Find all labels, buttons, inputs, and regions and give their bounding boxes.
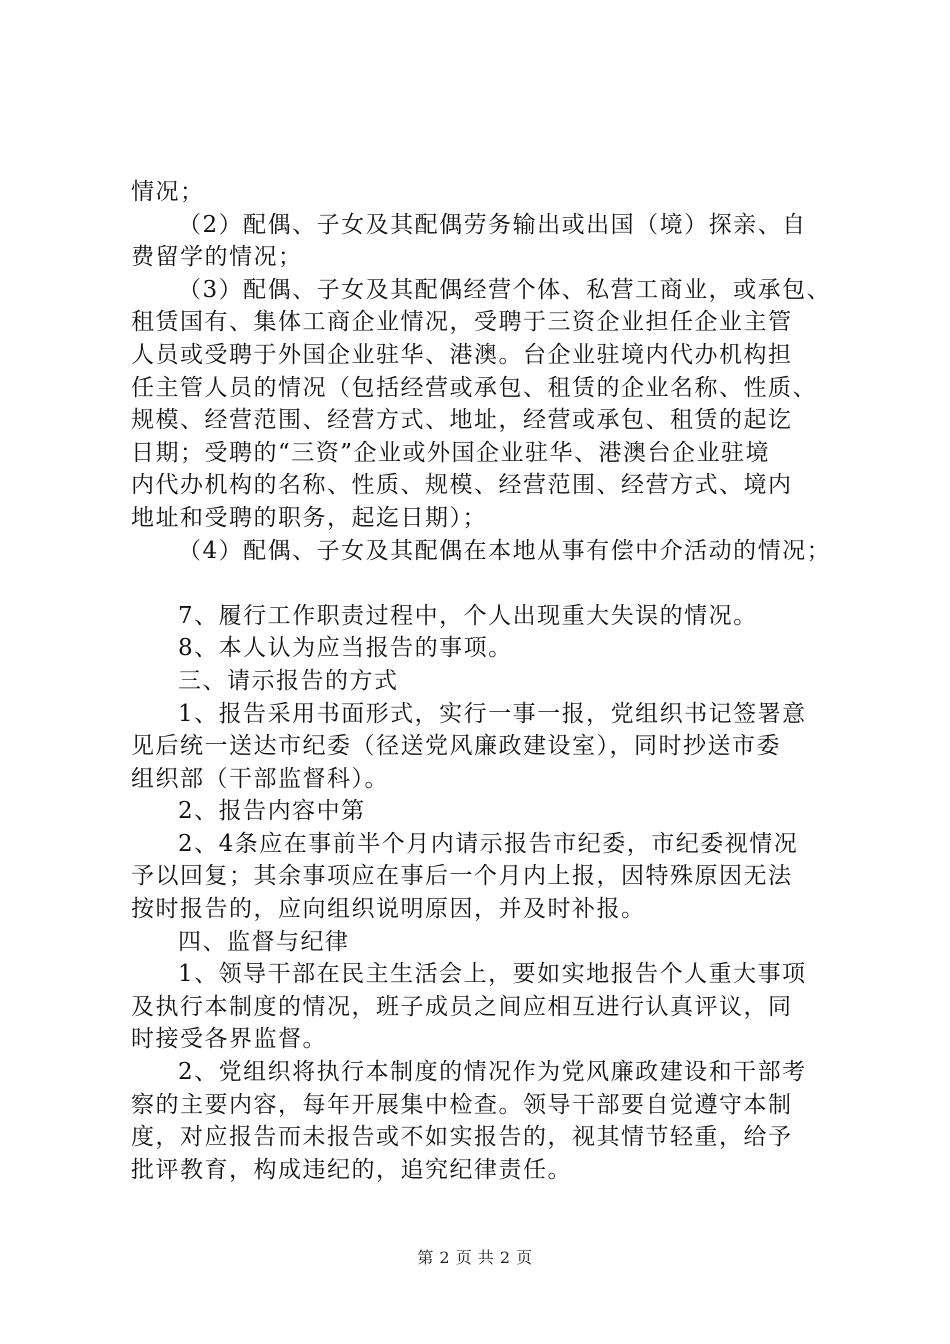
text-line: （4）配偶、子女及其配偶在本地从事有偿中介活动的情况；	[178, 537, 832, 564]
text-line: 规模、经营范围、经营方式、地址，经营或承包、租赁的起讫	[131, 407, 793, 434]
text-line: 度，对应报告而未报告或不如实报告的，视其情节轻重，给予	[131, 1124, 793, 1151]
text-line: 2、党组织将执行本制度的情况作为党风廉政建设和干部考	[178, 1059, 807, 1086]
text-line: 租赁国有、集体工商企业情况，受聘于三资企业担任企业主管	[131, 309, 793, 336]
text-line: 人员或受聘于外国企业驻华、港澳。台企业驻境内代办机构担	[131, 341, 793, 368]
text-line: （2）配偶、子女及其配偶劳务输出或出国（境）探亲、自	[178, 211, 807, 238]
text-line: 予以回复；其余事项应在事后一个月内上报，因特殊原因无法	[131, 863, 793, 890]
text-line: 察的主要内容，每年开展集中检查。领导干部要自觉遵守本制	[131, 1091, 793, 1118]
text-line: 组织部（干部监督科）。	[131, 765, 389, 792]
text-line: 费留学的情况；	[131, 244, 303, 271]
blank-line	[131, 567, 831, 600]
text-line: 情况；	[131, 179, 205, 205]
document-body	[131, 176, 831, 1186]
text-line: 批评教育，构成违纪的，追究纪律责任。	[131, 1156, 572, 1183]
text-line: 7、履行工作职责过程中，个人出现重大失误的情况。	[178, 602, 758, 629]
text-line: 地址和受聘的职务，起迄日期）；	[131, 504, 487, 531]
text-line: 及执行本制度的情况，班子成员之间应相互进行认真评议，同	[131, 993, 793, 1020]
text-line: 见后统一送达市纪委（径送党风廉政建设室），同时抄送市委	[131, 733, 781, 760]
text-line: 时接受各界监督。	[131, 1026, 327, 1053]
page-footer: 第 2 页 共 2 页	[417, 1248, 533, 1267]
text-line: 2、报告内容中第	[178, 798, 366, 825]
text-line: 2、4条应在事前半个月内请示报告市纪委，市纪委视情况	[178, 830, 799, 857]
text-line: 三、请示报告的方式	[178, 667, 399, 694]
text-line: （3）配偶、子女及其配偶经营个体、私营工商业，或承包、	[178, 276, 832, 303]
text-line: 1、报告采用书面形式，实行一事一报，党组织书记签署意	[178, 700, 807, 727]
text-line: 1、领导干部在民主生活会上，要如实地报告个人重大事项	[178, 961, 807, 988]
text-line: 日期；受聘的“三资”企业或外国企业驻华、港澳台企业驻境	[131, 439, 771, 466]
text-line: 8、本人认为应当报告的事项。	[178, 635, 513, 662]
text-line: 按时报告的，应向组织说明原因，并及时补报。	[131, 896, 646, 923]
text-line: 任主管人员的情况（包括经营或承包、租赁的企业名称、性质、	[131, 374, 817, 401]
text-line: 内代办机构的名称、性质、规模、经营范围、经营方式、境内	[131, 472, 793, 499]
text-line: 四、监督与纪律	[178, 928, 350, 955]
